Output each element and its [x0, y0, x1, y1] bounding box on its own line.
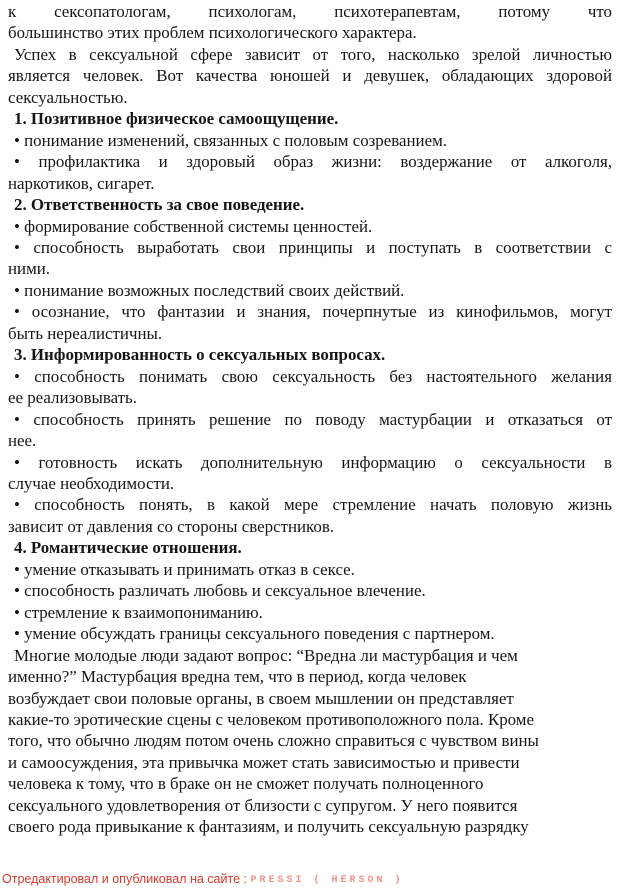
bullet-line: • способность понимать свою сексуальность без настоятельного желания	[14, 366, 612, 386]
text-line: к сексопатологам, психологам, психотерапевтам, потому что	[8, 2, 612, 21]
text-line: наркотиков, сигарет.	[8, 173, 155, 193]
text-line: того, что обычно людям потом очень сложно справиться с чувством вины	[8, 731, 539, 751]
bullet-line: • стремление к взаимопониманию.	[14, 602, 263, 622]
text-line: какие-то эротические сцены с человеком противоположного пола. Кроме	[8, 709, 534, 729]
text-line: сексуальностью.	[8, 87, 128, 107]
text-line: большинство этих проблем психологического характера.	[8, 23, 417, 43]
bullet-line: • способность выработать свои принципы и поступать в соответствии с	[14, 237, 612, 257]
bullet-line: • умение отказывать и принимать отказ в сексе.	[14, 559, 355, 579]
section-heading: 3. Информированность о сексуальных вопросах.	[14, 345, 386, 365]
bullet-line: • готовность искать дополнительную информацию о сексуальности в	[14, 452, 612, 472]
text-line: возбуждает свои половые органы, в своем мышлении он представляет	[8, 688, 514, 708]
text-line: зависит от давления со стороны сверстников.	[8, 516, 335, 536]
bullet-line: • формирование собственной системы ценностей.	[14, 216, 373, 236]
text-line: является человек. Вот качества юношей и девушек, обладающих здоровой	[8, 66, 612, 86]
bullet-line: • умение обсуждать границы сексуального поведения с партнером.	[14, 624, 495, 644]
bullet-line: • способность различать любовь и сексуальное влечение.	[14, 581, 426, 601]
text-line: ее реализовывать.	[8, 388, 137, 408]
text-line: нее.	[8, 431, 37, 451]
text-line: и самоосуждения, эта привычка может стать зависимостью и привести	[8, 752, 520, 772]
text-line: сексуального удовлетворения от близости с супругом. У него появится	[8, 795, 518, 815]
watermark-label: Отредактировал и опубликовал на сайте	[2, 872, 241, 886]
document-page	[8, 1, 612, 838]
text-line: случае необходимости.	[8, 473, 175, 493]
section-heading: 4. Романтические отношения.	[14, 538, 242, 558]
watermark-separator: :	[240, 872, 251, 886]
bullet-line: • понимание возможных последствий своих действий.	[14, 280, 405, 300]
section-heading: 1. Позитивное физическое самоощущение.	[14, 109, 339, 129]
watermark-site-name: PRESSI ( HERSON )	[250, 875, 404, 886]
bullet-line: • профилактика и здоровый образ жизни: воздержание от алкоголя,	[14, 152, 612, 172]
section-heading: 2. Ответственность за свое поведение.	[14, 195, 305, 215]
text-line: быть нереалистичны.	[8, 323, 163, 343]
text-line: именно?” Мастурбация вредна тем, что в период, когда человек	[8, 667, 467, 687]
bullet-line: • осознание, что фантазии и знания, почерпнутые из кинофильмов, могут	[14, 302, 612, 322]
text-line: человека к тому, что в браке он не сможет получать полноценного	[8, 774, 484, 794]
text-line: своего рода привыкание к фантазиям, и получить сексуальную разрядку	[8, 817, 529, 837]
watermark-footer	[2, 872, 403, 888]
bullet-line: • способность принять решение по поводу мастурбации и отказаться от	[14, 409, 612, 429]
text-line: Успех в сексуальной сфере зависит от того, насколько зрелой личностью	[14, 44, 612, 64]
bullet-line: • способность понять, в какой мере стремление начать половую жизнь	[14, 495, 612, 515]
text-line: Многие молодые люди задают вопрос: “Вредна ли мастурбация и чем	[14, 645, 518, 665]
bullet-line: • понимание изменений, связанных с половым созреванием.	[14, 130, 447, 150]
text-line: ними.	[8, 259, 51, 279]
